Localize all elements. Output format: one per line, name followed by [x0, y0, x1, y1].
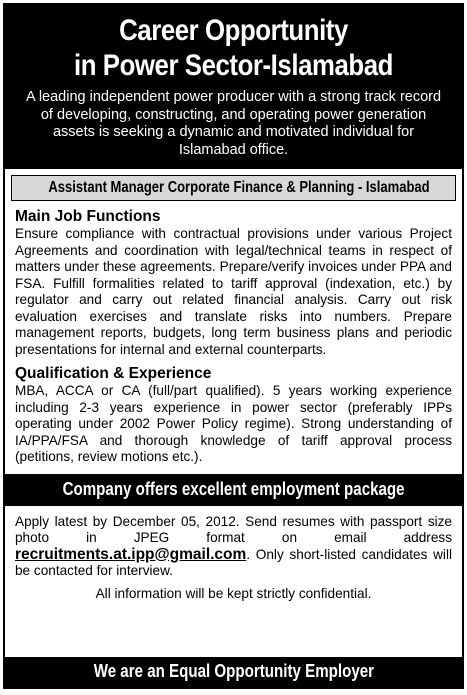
job-functions-heading: Main Job Functions [15, 208, 161, 225]
position-title: Assistant Manager Corporate Finance & Planning - Islamabad [48, 179, 430, 196]
position-bar [11, 175, 456, 201]
qualification-section [5, 364, 462, 466]
ad-title-line-1: Career Opportunity [119, 14, 348, 47]
qualification-heading: Qualification & Experience [15, 365, 212, 382]
apply-text-after: . Only short-listed candidates will be contacted for interview. [15, 546, 452, 578]
job-functions-section [5, 207, 462, 358]
header-block [5, 5, 462, 169]
offer-bar [5, 474, 462, 506]
job-functions-text: Ensure compliance with contractual provisions under various Project Agreements and coordination with legal/technical teams in respect of matters under these agreements. Prepare/verify invoices under PPA and FSA. Fulfill formalities related to tariff approval (indexation, etc.) by regulator and carry out related financial analysis. Carry out risk evaluation exercises and translate risks into numbers. Prepare management reports, budgets, long term business plans and periodic presentations for internal and external counterparts. [15, 226, 452, 357]
offer-text: Company offers excellent employment package [62, 478, 405, 499]
apply-text-before: Apply latest by December 05, 2012. Send resumes with passport size photo in JPEG format on email address [15, 513, 452, 545]
equal-opportunity-text: We are an Equal Opportunity Employer [93, 661, 374, 681]
confidentiality-note: All information will be kept strictly confidential. [95, 585, 372, 601]
email-link[interactable]: recruitments.at.ipp@gmail.com [15, 545, 247, 563]
intro-text: A leading independent power producer with a strong track record of developing, constructing, and operating power generation assets is seeking a dynamic and motivated individual for Islamabad office. [25, 89, 442, 158]
ad-title-line-2: in Power Sector-Islamabad [73, 49, 394, 82]
apply-instructions [5, 506, 462, 580]
job-advertisement [3, 3, 464, 689]
qualification-text: MBA, ACCA or CA (full/part qualified). 5 years working experience including 2-3 years experience in power sector (preferably IPPs operating under 2002 Power Policy regime). Strong understanding of IA/PPA/FSA and thorough knowledge of tariff approval process (petitions, review motions etc.). [15, 383, 452, 464]
footer-bar [5, 657, 462, 687]
